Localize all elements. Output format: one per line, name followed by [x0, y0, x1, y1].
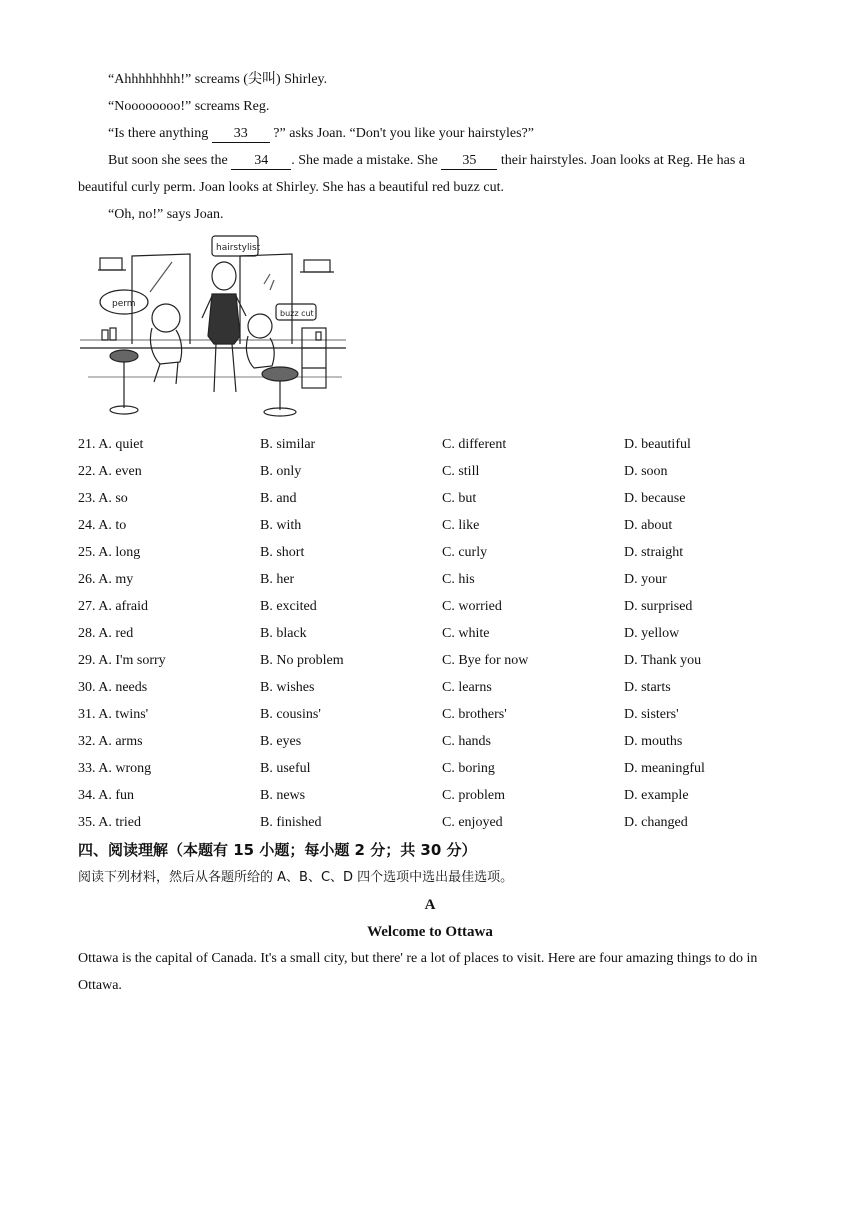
option-b: B. and	[260, 491, 297, 506]
option-b: B. finished	[260, 815, 322, 830]
option-d: D. mouths	[624, 734, 683, 749]
option-c: C. Bye for now	[442, 653, 529, 668]
story-line-3-post: ?” asks Joan. “Don't you like your hairstyles?”	[269, 126, 534, 141]
story-line-4-c: their hairstyles. Joan looks at Reg. He has a beautiful curly perm. Joan looks at Shirley. She has a beautiful red buzz cut.	[78, 153, 746, 195]
option-d: D. about	[624, 518, 673, 533]
section-heading: 四、阅读理解（本题有 15 小题；每小题 2 分；共 30 分）	[78, 841, 477, 859]
story-line-5: “Oh, no!” says Joan.	[108, 207, 224, 222]
option-row	[78, 728, 798, 755]
option-c: C. learns	[442, 680, 492, 695]
option-b: B. her	[260, 572, 295, 587]
option-d: D. meaningful	[624, 761, 705, 776]
option-d: D. yellow	[624, 626, 680, 641]
blank-35: 35	[441, 153, 497, 170]
story-line-3	[78, 120, 783, 147]
option-row	[78, 701, 798, 728]
option-d: D. Thank you	[624, 653, 702, 668]
option-b: B. eyes	[260, 734, 302, 749]
passage-title: Welcome to Ottawa	[367, 924, 493, 940]
option-row	[78, 485, 798, 512]
option-d: D. your	[624, 572, 667, 587]
option-a: 21. A. quiet	[78, 437, 144, 452]
option-c: C. problem	[442, 788, 505, 803]
sign-buzz-cut: buzz cut	[280, 309, 314, 318]
option-d: D. sisters'	[624, 707, 679, 722]
section-instruction: 阅读下列材料，然后从各题所给的 A、B、C、D 四个选项中选出最佳选项。	[78, 870, 514, 885]
option-d: D. changed	[624, 815, 688, 830]
story-line-3-pre: “Is there anything	[108, 126, 212, 141]
option-d: D. starts	[624, 680, 671, 695]
option-a: 24. A. to	[78, 518, 127, 533]
option-row	[78, 431, 798, 458]
story-line-4	[78, 147, 783, 201]
option-b: B. only	[260, 464, 302, 479]
blank-34: 34	[231, 153, 291, 170]
option-d: D. because	[624, 491, 686, 506]
option-a: 30. A. needs	[78, 680, 148, 695]
option-row	[78, 809, 798, 836]
option-row	[78, 458, 798, 485]
option-b: B. useful	[260, 761, 311, 776]
option-c: C. his	[442, 572, 475, 587]
option-b: B. short	[260, 545, 305, 560]
option-a: 25. A. long	[78, 545, 141, 560]
option-a: 27. A. afraid	[78, 599, 148, 614]
option-b: B. similar	[260, 437, 316, 452]
option-row	[78, 620, 798, 647]
blank-33: 33	[212, 126, 270, 143]
option-b: B. wishes	[260, 680, 315, 695]
option-c: C. hands	[442, 734, 491, 749]
option-c: C. still	[442, 464, 480, 479]
sign-hairstylist: hairstylist	[216, 243, 261, 253]
passage-text: Ottawa is the capital of Canada. It's a small city, but there' re a lot of places to visit. Here are four amazing things to do in Ottawa.	[78, 951, 758, 993]
option-a: 22. A. even	[78, 464, 142, 479]
option-a: 33. A. wrong	[78, 761, 152, 776]
option-row	[78, 593, 798, 620]
option-c: C. brothers'	[442, 707, 507, 722]
story-line-4-b: . She made a mistake. She	[291, 153, 442, 168]
option-row	[78, 512, 798, 539]
option-a: 26. A. my	[78, 572, 134, 587]
option-row	[78, 647, 798, 674]
option-c: C. boring	[442, 761, 495, 776]
option-a: 28. A. red	[78, 626, 134, 641]
option-c: C. curly	[442, 545, 488, 560]
option-row	[78, 674, 798, 701]
option-a: 34. A. fun	[78, 788, 134, 803]
option-d: D. soon	[624, 464, 668, 479]
salon-illustration	[80, 232, 348, 424]
passage-letter: A	[424, 897, 436, 913]
option-d: D. example	[624, 788, 689, 803]
story-line-1: “Ahhhhhhhh!” screams (尖叫) Shirley.	[108, 72, 328, 87]
option-b: B. with	[260, 518, 302, 533]
option-a: 23. A. so	[78, 491, 128, 506]
option-a: 32. A. arms	[78, 734, 143, 749]
option-a: 31. A. twins'	[78, 707, 149, 722]
sign-perm: perm	[112, 299, 136, 309]
option-row	[78, 539, 798, 566]
option-row	[78, 566, 798, 593]
option-c: C. different	[442, 437, 507, 452]
option-c: C. like	[442, 518, 480, 533]
option-c: C. but	[442, 491, 477, 506]
option-b: B. excited	[260, 599, 317, 614]
story-line-4-a: But soon she sees the	[108, 153, 232, 168]
option-d: D. surprised	[624, 599, 693, 614]
option-row	[78, 755, 798, 782]
option-b: B. black	[260, 626, 307, 641]
option-a: 35. A. tried	[78, 815, 141, 830]
option-c: C. white	[442, 626, 490, 641]
option-b: B. cousins'	[260, 707, 321, 722]
option-c: C. worried	[442, 599, 502, 614]
option-d: D. straight	[624, 545, 684, 560]
story-line-2: “Noooooooo!” screams Reg.	[108, 99, 270, 114]
option-row	[78, 782, 798, 809]
option-a: 29. A. I'm sorry	[78, 653, 166, 668]
option-c: C. enjoyed	[442, 815, 503, 830]
option-b: B. news	[260, 788, 306, 803]
option-b: B. No problem	[260, 653, 344, 668]
option-d: D. beautiful	[624, 437, 691, 452]
